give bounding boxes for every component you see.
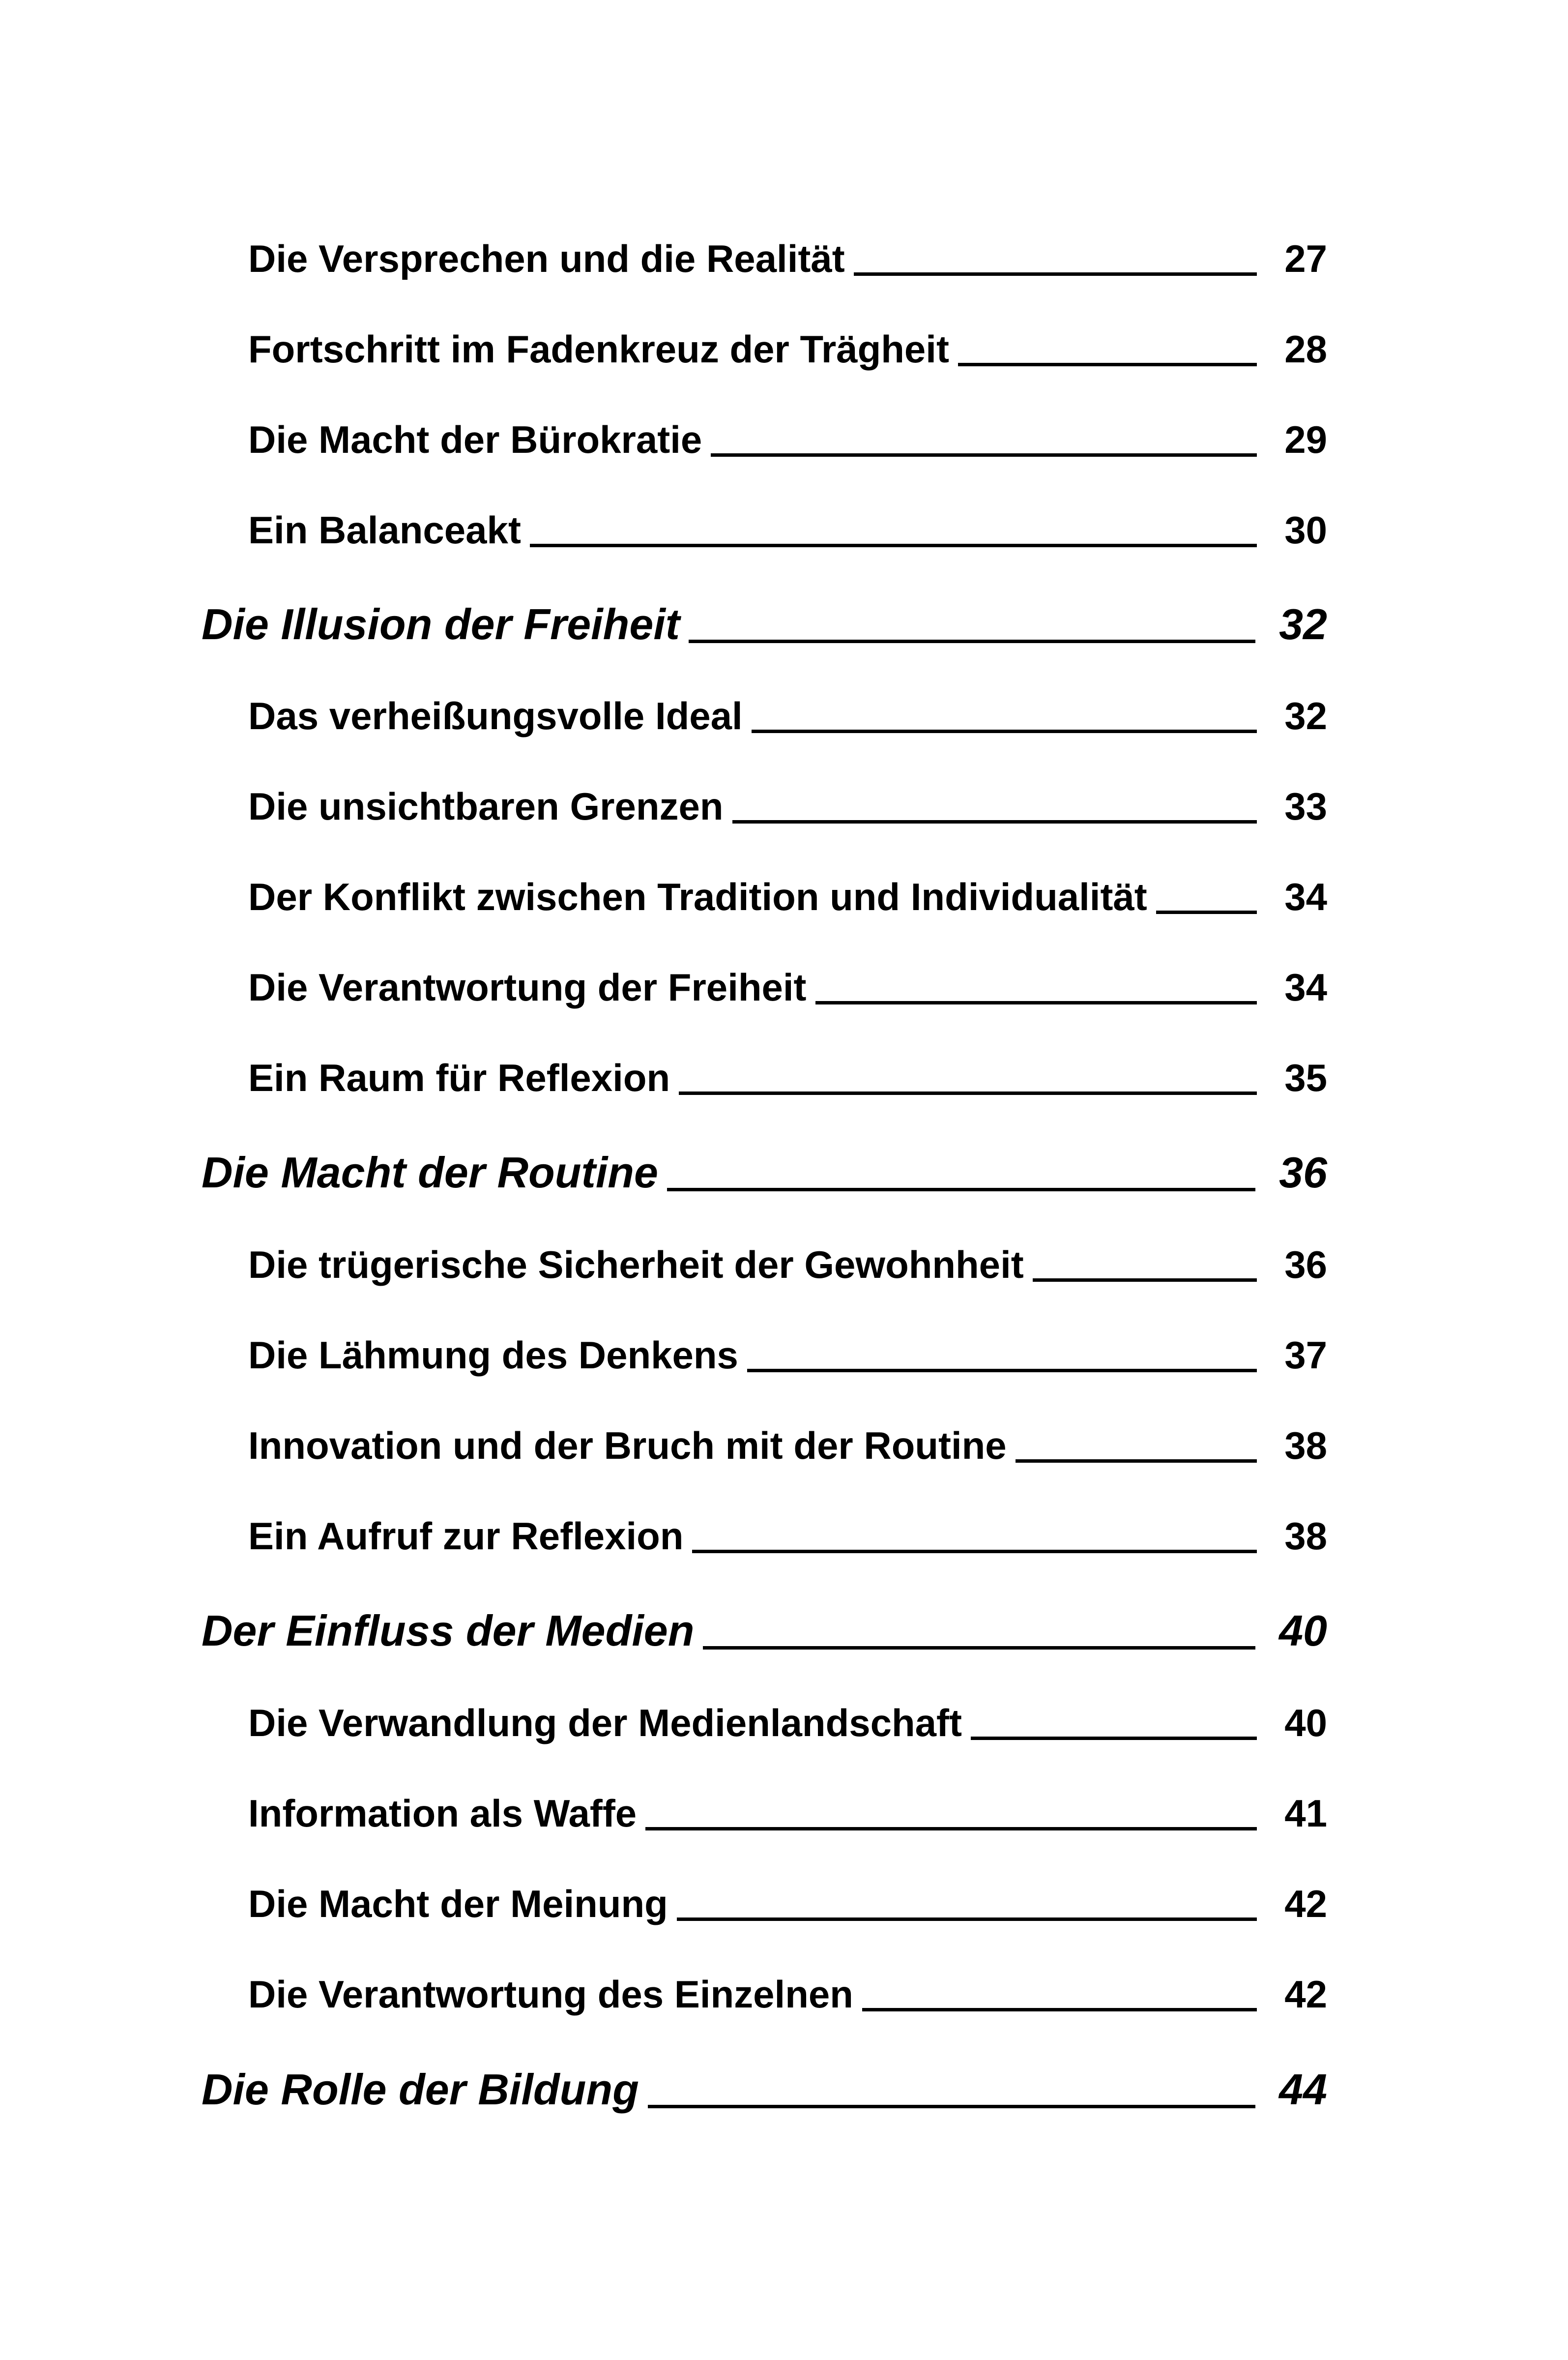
- toc-entry[interactable]: [248, 867, 1327, 926]
- toc-entry-title: Die trügerische Sicherheit der Gewohnheit: [248, 1243, 1024, 1286]
- toc-leader-line: [747, 1369, 1257, 1372]
- toc-entry[interactable]: [248, 686, 1327, 745]
- toc-entry[interactable]: [248, 1784, 1327, 1843]
- toc-chapter-title: Die Macht der Routine: [202, 1148, 658, 1197]
- toc-page-number: 38: [1284, 1514, 1327, 1558]
- toc-page-number: 35: [1284, 1056, 1327, 1099]
- toc-entry[interactable]: [248, 501, 1327, 560]
- toc-leader-line: [958, 363, 1257, 366]
- toc-entry-title: Das verheißungsvolle Ideal: [248, 694, 743, 738]
- toc-leader-line: [689, 640, 1255, 643]
- toc-entry[interactable]: [248, 229, 1327, 288]
- toc-leader-line: [711, 453, 1257, 457]
- toc-entry-title: Ein Balanceakt: [248, 508, 521, 552]
- toc-entry-title: Die Lähmung des Denkens: [248, 1333, 738, 1377]
- toc-page-number: 44: [1279, 2065, 1327, 2114]
- toc-leader-line: [679, 1092, 1257, 1095]
- toc-page-number: 30: [1284, 508, 1327, 552]
- toc-page-number: 36: [1284, 1243, 1327, 1286]
- toc-entry-title: Die Macht der Meinung: [248, 1882, 668, 1925]
- toc-entry-title: Fortschritt im Fadenkreuz der Trägheit: [248, 327, 949, 371]
- toc-entry-title: Die Versprechen und die Realität: [248, 237, 845, 280]
- toc-entry[interactable]: [248, 1965, 1327, 2024]
- toc-page-number: 34: [1284, 875, 1327, 918]
- toc-entry[interactable]: [248, 1416, 1327, 1475]
- toc-entry[interactable]: [248, 958, 1327, 1017]
- toc-page-number: 34: [1284, 966, 1327, 1009]
- toc-entry-title: Der Konflikt zwischen Tradition und Individualität: [248, 875, 1147, 918]
- toc-leader-line: [692, 1550, 1257, 1553]
- toc-entry[interactable]: [248, 320, 1327, 379]
- toc-page-number: 33: [1284, 785, 1327, 828]
- toc-page-number: 32: [1279, 600, 1327, 649]
- toc-leader-line: [677, 1918, 1257, 1921]
- toc-page-number: 37: [1284, 1333, 1327, 1377]
- toc-leader-line: [815, 1001, 1257, 1004]
- toc-entry-title: Die unsichtbaren Grenzen: [248, 785, 724, 828]
- toc-entry-title: Die Verantwortung der Freiheit: [248, 966, 807, 1009]
- toc-entry-title: Ein Aufruf zur Reflexion: [248, 1514, 684, 1558]
- toc-page-number: 29: [1284, 418, 1327, 461]
- toc-entry-title: Die Verwandlung der Medienlandschaft: [248, 1701, 962, 1744]
- toc-page-number: 36: [1279, 1148, 1327, 1197]
- toc-leader-line: [1033, 1278, 1257, 1282]
- toc-entry[interactable]: [248, 1693, 1327, 1752]
- toc-entry[interactable]: [248, 1506, 1327, 1565]
- toc-page-number: 40: [1284, 1701, 1327, 1744]
- toc-leader-line: [703, 1646, 1255, 1650]
- toc-leader-line: [752, 730, 1257, 733]
- toc-leader-line: [971, 1737, 1257, 1740]
- toc-leader-line: [530, 544, 1257, 547]
- toc-entry-title: Die Macht der Bürokratie: [248, 418, 702, 461]
- toc-leader-line: [1016, 1459, 1257, 1463]
- toc-entry[interactable]: [248, 1048, 1327, 1107]
- toc-page-number: 42: [1284, 1973, 1327, 2016]
- toc-entry[interactable]: [248, 1874, 1327, 1933]
- toc-chapter-title: Der Einfluss der Medien: [202, 1606, 695, 1655]
- toc-chapter-entry[interactable]: [202, 1599, 1327, 1663]
- toc-page-number: 40: [1279, 1606, 1327, 1655]
- toc-page-number: 28: [1284, 327, 1327, 371]
- toc-leader-line: [854, 272, 1257, 276]
- toc-leader-line: [1156, 911, 1257, 914]
- toc-leader-line: [645, 1827, 1257, 1830]
- toc-leader-line: [862, 2008, 1257, 2011]
- toc-page-number: 32: [1284, 694, 1327, 738]
- toc-entry-title: Die Verantwortung des Einzelnen: [248, 1973, 853, 2016]
- toc-page-number: 41: [1284, 1792, 1327, 1835]
- toc-entry-title: Innovation und der Bruch mit der Routine: [248, 1424, 1007, 1467]
- toc-chapter-title: Die Rolle der Bildung: [202, 2065, 639, 2114]
- toc-chapter-entry[interactable]: [202, 592, 1327, 656]
- toc-entry[interactable]: [248, 1326, 1327, 1385]
- toc-entry-title: Ein Raum für Reflexion: [248, 1056, 670, 1099]
- toc-page-number: 42: [1284, 1882, 1327, 1925]
- toc-entry-title: Information als Waffe: [248, 1792, 637, 1835]
- toc-leader-line: [648, 2105, 1255, 2108]
- toc-chapter-entry[interactable]: [202, 2058, 1327, 2122]
- toc-entry[interactable]: [248, 410, 1327, 469]
- toc-leader-line: [667, 1188, 1255, 1191]
- toc-page-number: 27: [1284, 237, 1327, 280]
- toc-entry[interactable]: [248, 777, 1327, 836]
- toc-entry[interactable]: [248, 1235, 1327, 1294]
- toc-chapter-title: Die Illusion der Freiheit: [202, 600, 680, 649]
- toc-page-number: 38: [1284, 1424, 1327, 1467]
- toc-leader-line: [732, 820, 1257, 824]
- toc-chapter-entry[interactable]: [202, 1141, 1327, 1205]
